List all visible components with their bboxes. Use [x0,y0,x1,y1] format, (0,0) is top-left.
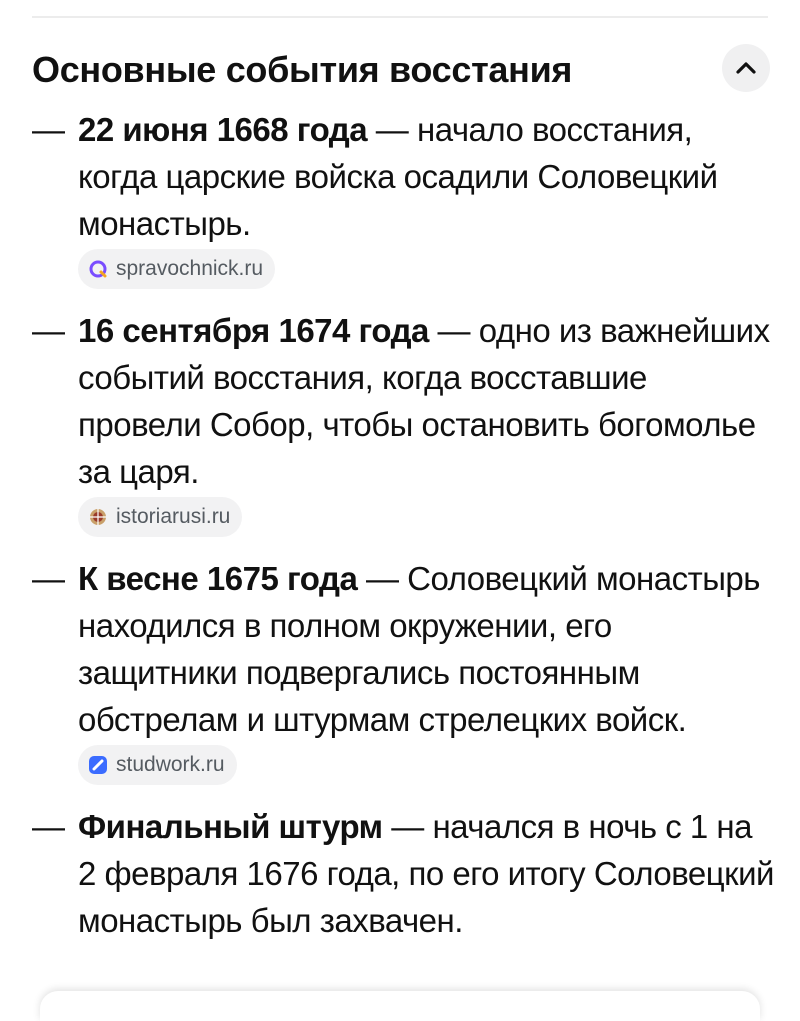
source-chip[interactable] [78,497,242,537]
studwork-logo-icon [88,755,108,775]
event-date: К весне 1675 года [78,560,358,597]
source-chip[interactable] [78,249,275,289]
event-item [32,555,776,785]
source-chip[interactable] [78,745,237,785]
list-dash: — [32,808,65,845]
events-list [32,106,776,962]
event-description: — начался в ночь с 1 на 2 февраля 1676 года, по его итогу Соловецкий монастырь был захвачен. [78,808,774,939]
list-dash: — [32,312,65,349]
top-divider [32,16,768,18]
event-text [78,106,776,247]
event-text [78,803,776,944]
event-text [78,307,776,495]
event-date: 16 сентября 1674 года [78,312,429,349]
source-label: istoriarusi.ru [116,505,231,528]
istoriarusi-logo-icon [88,507,108,527]
event-date: Финальный штурм [78,808,383,845]
section-title: Основные события восстания [32,49,573,90]
event-item [32,307,776,537]
event-description: — Соловецкий монастырь находился в полном окружении, его защитники подвергались постоянным обстрелам и штурмам стрелецких войск. [78,560,760,738]
bottom-sheet-edge [40,991,760,1021]
event-item [32,106,776,289]
list-dash: — [32,111,65,148]
event-text [78,555,776,743]
section-header [32,42,770,94]
event-description: — одно из важнейших событий восстания, когда восставшие провели Собор, чтобы остановить богомолье за царя. [78,312,770,490]
spravochnick-logo-icon [88,259,108,279]
source-label: studwork.ru [116,753,225,776]
chevron-up-icon [735,61,757,75]
source-label: spravochnick.ru [116,257,264,280]
collapse-button[interactable] [722,44,770,92]
event-date: 22 июня 1668 года [78,111,368,148]
event-description: — начало восстания, когда царские войска осадили Соловецкий монастырь. [78,111,718,242]
list-dash: — [32,560,65,597]
event-item [32,803,776,944]
